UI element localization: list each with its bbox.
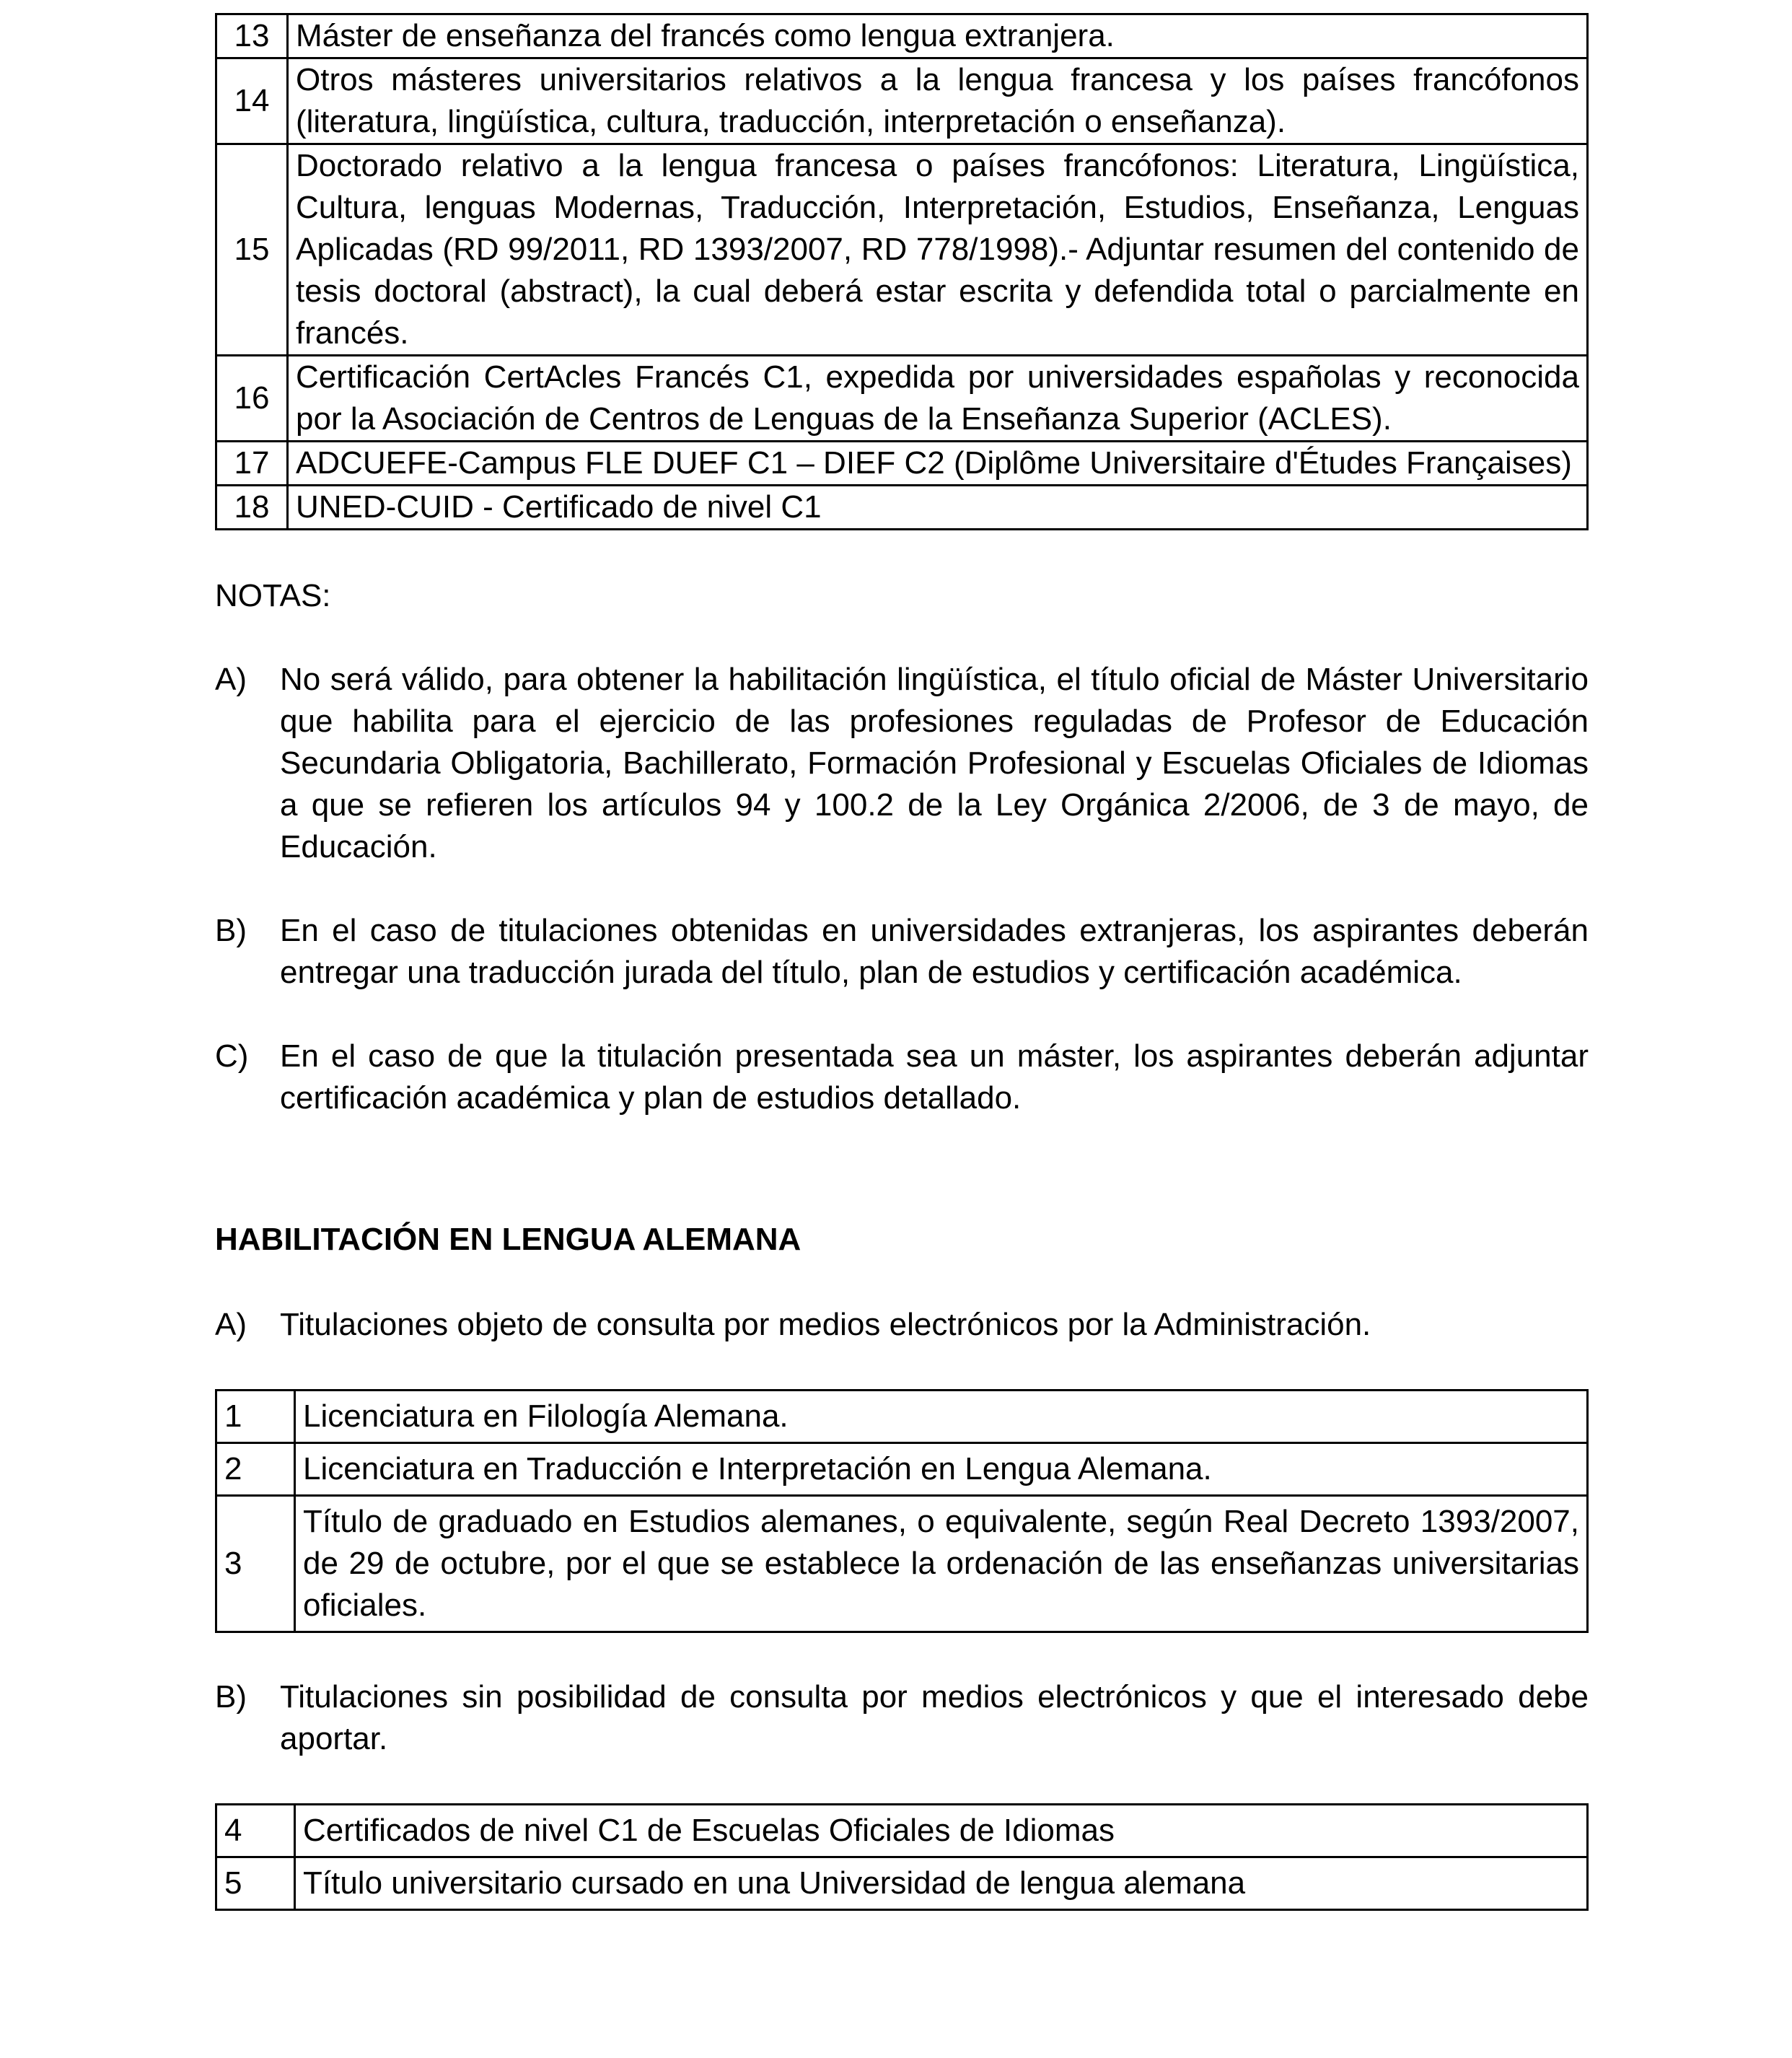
- german-table-a: [215, 1389, 1589, 1633]
- note-text: En el caso de titulaciones obtenidas en universidades extranjeras, los aspirantes deberán entregar una traducción jurada del título, plan de estudios y certificación académica.: [280, 913, 1589, 990]
- note-b: [215, 910, 1589, 994]
- french-qualifications-table: [215, 13, 1589, 530]
- table-row: [216, 356, 1588, 442]
- row-number: 1: [216, 1391, 295, 1443]
- section-text: Titulaciones sin posibilidad de consulta por medios electrónicos y que el interesado debe aportar.: [280, 1679, 1589, 1756]
- section-text: Titulaciones objeto de consulta por medios electrónicos por la Administración.: [280, 1307, 1371, 1342]
- section-heading: HABILITACIÓN EN LENGUA ALEMANA: [215, 1222, 801, 1257]
- table-row: [216, 1391, 1588, 1443]
- row-text: Licenciatura en Traducción e Interpretación en Lengua Alemana.: [295, 1443, 1588, 1496]
- row-number: 13: [216, 14, 288, 58]
- note-a: [215, 659, 1589, 868]
- note-c: [215, 1035, 1589, 1119]
- row-number: 17: [216, 442, 288, 486]
- row-text: Doctorado relativo a la lengua francesa o países francófonos: Literatura, Lingüística, Cultura, lenguas Modernas, Traducción, Interpretación, Estudios, Enseñanza, Lenguas Aplicadas (RD 99/2011, RD 1393/2007, RD 778/1998).- Adjuntar resumen del contenido de tesis doctoral (abstract), la cual deberá estar escrita y defendida total o parcialmente en francés.: [288, 144, 1588, 356]
- table-row: [216, 1805, 1588, 1857]
- row-text: Título universitario cursado en una Universidad de lengua alemana: [295, 1857, 1588, 1910]
- table-row: [216, 486, 1588, 530]
- row-number: 4: [216, 1805, 295, 1857]
- table-row: [216, 1496, 1588, 1632]
- note-marker: C): [215, 1038, 249, 1074]
- section-marker: A): [215, 1307, 247, 1342]
- german-section-b: [215, 1676, 1589, 1760]
- note-text: En el caso de que la titulación presentada sea un máster, los aspirantes deberán adjuntar certificación académica y plan de estudios detallado.: [280, 1038, 1589, 1116]
- table-row: [216, 442, 1588, 486]
- row-number: 14: [216, 58, 288, 144]
- row-text: ADCUEFE-Campus FLE DUEF C1 – DIEF C2 (Diplôme Universitaire d'Études Françaises): [288, 442, 1588, 486]
- document-page: [215, 13, 1589, 1911]
- table-row: [216, 144, 1588, 356]
- table-row: [216, 14, 1588, 58]
- table-row: [216, 1857, 1588, 1910]
- german-section-a: [215, 1304, 1589, 1346]
- row-number: 16: [216, 356, 288, 442]
- german-table-b: [215, 1803, 1589, 1911]
- row-number: 3: [216, 1496, 295, 1632]
- table-row: [216, 1443, 1588, 1496]
- row-number: 2: [216, 1443, 295, 1496]
- row-text: Certificación CertAcles Francés C1, expedida por universidades españolas y reconocida por la Asociación de Centros de Lenguas de la Enseñanza Superior (ACLES).: [288, 356, 1588, 442]
- note-marker: A): [215, 662, 247, 697]
- row-text: Licenciatura en Filología Alemana.: [295, 1391, 1588, 1443]
- note-marker: B): [215, 913, 247, 948]
- row-number: 5: [216, 1857, 295, 1910]
- row-text: Otros másteres universitarios relativos a la lengua francesa y los países francófonos (literatura, lingüística, cultura, traducción, interpretación o enseñanza).: [288, 58, 1588, 144]
- notes-label: NOTAS:: [215, 578, 331, 613]
- note-text: No será válido, para obtener la habilitación lingüística, el título oficial de Máster Universitario que habilita para el ejercicio de las profesiones reguladas de Profesor de Educación Secundaria Obligatoria, Bachillerato, Formación Profesional y Escuelas Oficiales de Idiomas a que se refieren los artículos 94 y 100.2 de la Ley Orgánica 2/2006, de 3 de mayo, de Educación.: [280, 662, 1589, 864]
- row-text: Máster de enseñanza del francés como lengua extranjera.: [288, 14, 1588, 58]
- row-number: 18: [216, 486, 288, 530]
- row-text: Título de graduado en Estudios alemanes, o equivalente, según Real Decreto 1393/2007, de 29 de octubre, por el que se establece la ordenación de las enseñanzas universitarias oficiales.: [295, 1496, 1588, 1632]
- table-row: [216, 58, 1588, 144]
- row-text: Certificados de nivel C1 de Escuelas Oficiales de Idiomas: [295, 1805, 1588, 1857]
- row-number: 15: [216, 144, 288, 356]
- row-text: UNED-CUID - Certificado de nivel C1: [288, 486, 1588, 530]
- section-marker: B): [215, 1679, 247, 1715]
